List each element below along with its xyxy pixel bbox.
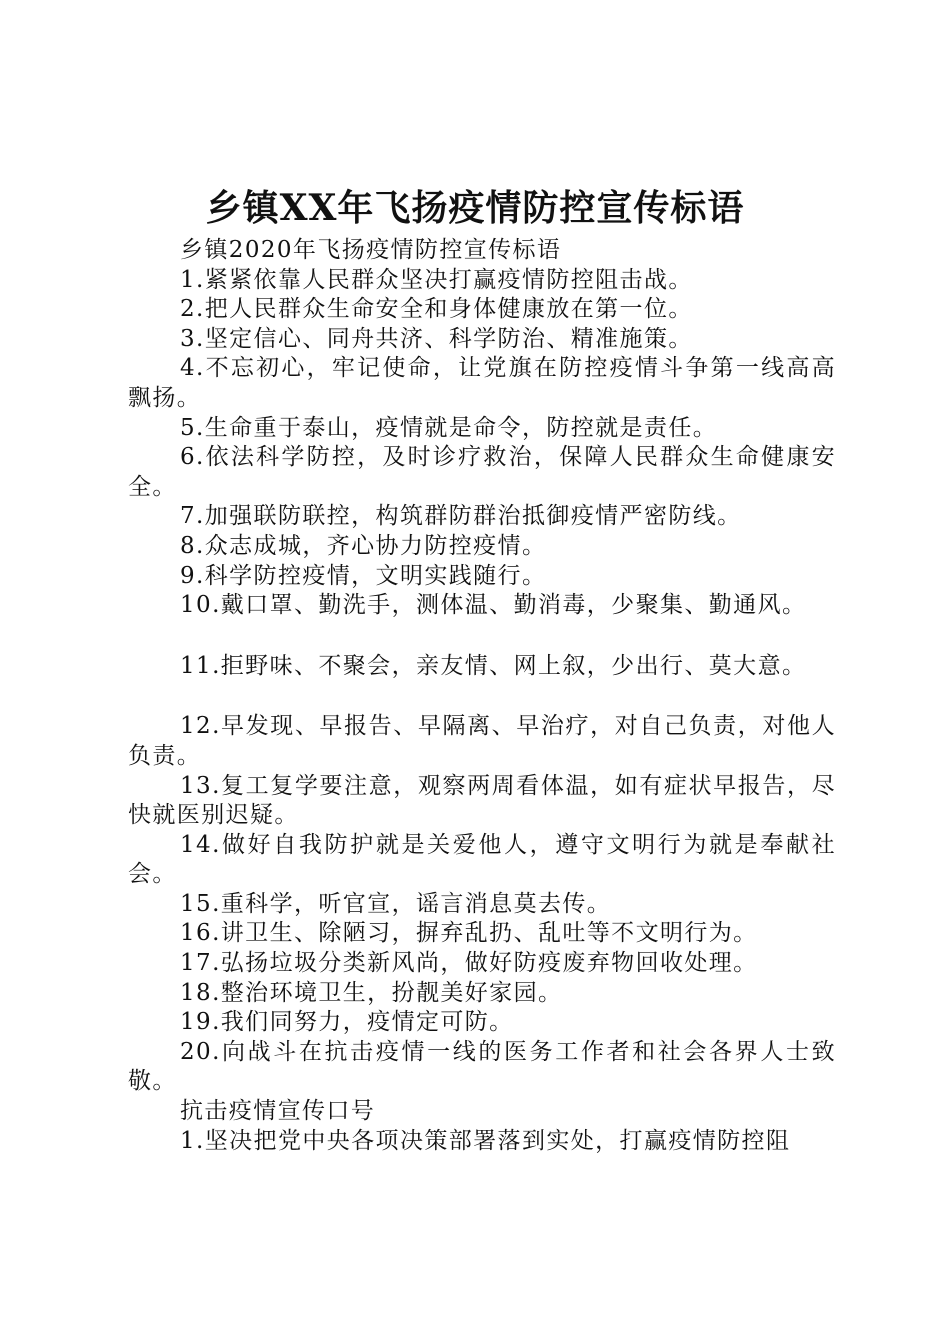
slogan-item: 1.紧紧依靠人民群众坚决打赢疫情防控阻击战。 [180,266,693,293]
slogan-item: 8.众志成城，齐心协力防控疫情。 [180,532,547,559]
section-heading: 抗击疫情宣传口号 [180,1098,376,1125]
slogan-item: 17.弘扬垃圾分类新风尚，做好防疫废弃物回收处理。 [180,950,758,977]
slogan-item: 9.科学防控疫情，文明实践随行。 [180,562,547,589]
slogan-item: 19.我们同努力，疫情定可防。 [180,1009,514,1036]
slogan-item: 12.早发现、早报告、早隔离、早治疗，对自己负责，对他人负责。 [128,713,836,769]
slogan-item: 16.讲卫生、除陋习，摒弃乱扔、乱吐等不文明行为。 [180,920,758,947]
document-title: 乡镇XX年飞扬疫情防控宣传标语 [205,187,745,229]
slogan-item: 7.加强联防联控，构筑群防群治抵御疫情严密防线。 [180,503,742,530]
document-body [128,236,836,1156]
slogan-item: 6.依法科学防控，及时诊疗救治，保障人民群众生命健康安全。 [128,444,836,500]
slogan-item: 2.把人民群众生命安全和身体健康放在第一位。 [180,296,693,323]
slogan-item: 3.坚定信心、同舟共济、科学防治、精准施策。 [180,325,693,352]
slogan-item: 18.整治环境卫生，扮靓美好家园。 [180,979,563,1006]
slogan-item: 4.不忘初心，牢记使命，让党旗在防控疫情斗争第一线高高飘扬。 [128,355,836,411]
slogan-item: 11.拒野味、不聚会，亲友情、网上叙，少出行、莫大意。 [180,652,807,679]
slogan-item: 20.向战斗在抗击疫情一线的医务工作者和社会各界人士致敬。 [128,1038,836,1095]
paragraph-subtitle: 乡镇2020年飞扬疫情防控宣传标语 [180,237,562,263]
slogan-item: 10.戴口罩、勤洗手，测体温、勤消毒，少聚集、勤通风。 [180,592,807,619]
slogan-item: 13.复工复学要注意，观察两周看体温，如有症状早报告，尽快就医别迟疑。 [128,772,836,829]
slogan-item: 5.生命重于泰山，疫情就是命令，防控就是责任。 [180,414,718,441]
slogan-item: 1.坚决把党中央各项决策部署落到实处，打赢疫情防控阻 [180,1127,791,1154]
slogan-item: 14.做好自我防护就是关爱他人，遵守文明行为就是奉献社会。 [128,831,836,888]
slogan-item: 15.重科学，听官宣，谣言消息莫去传。 [180,890,612,917]
